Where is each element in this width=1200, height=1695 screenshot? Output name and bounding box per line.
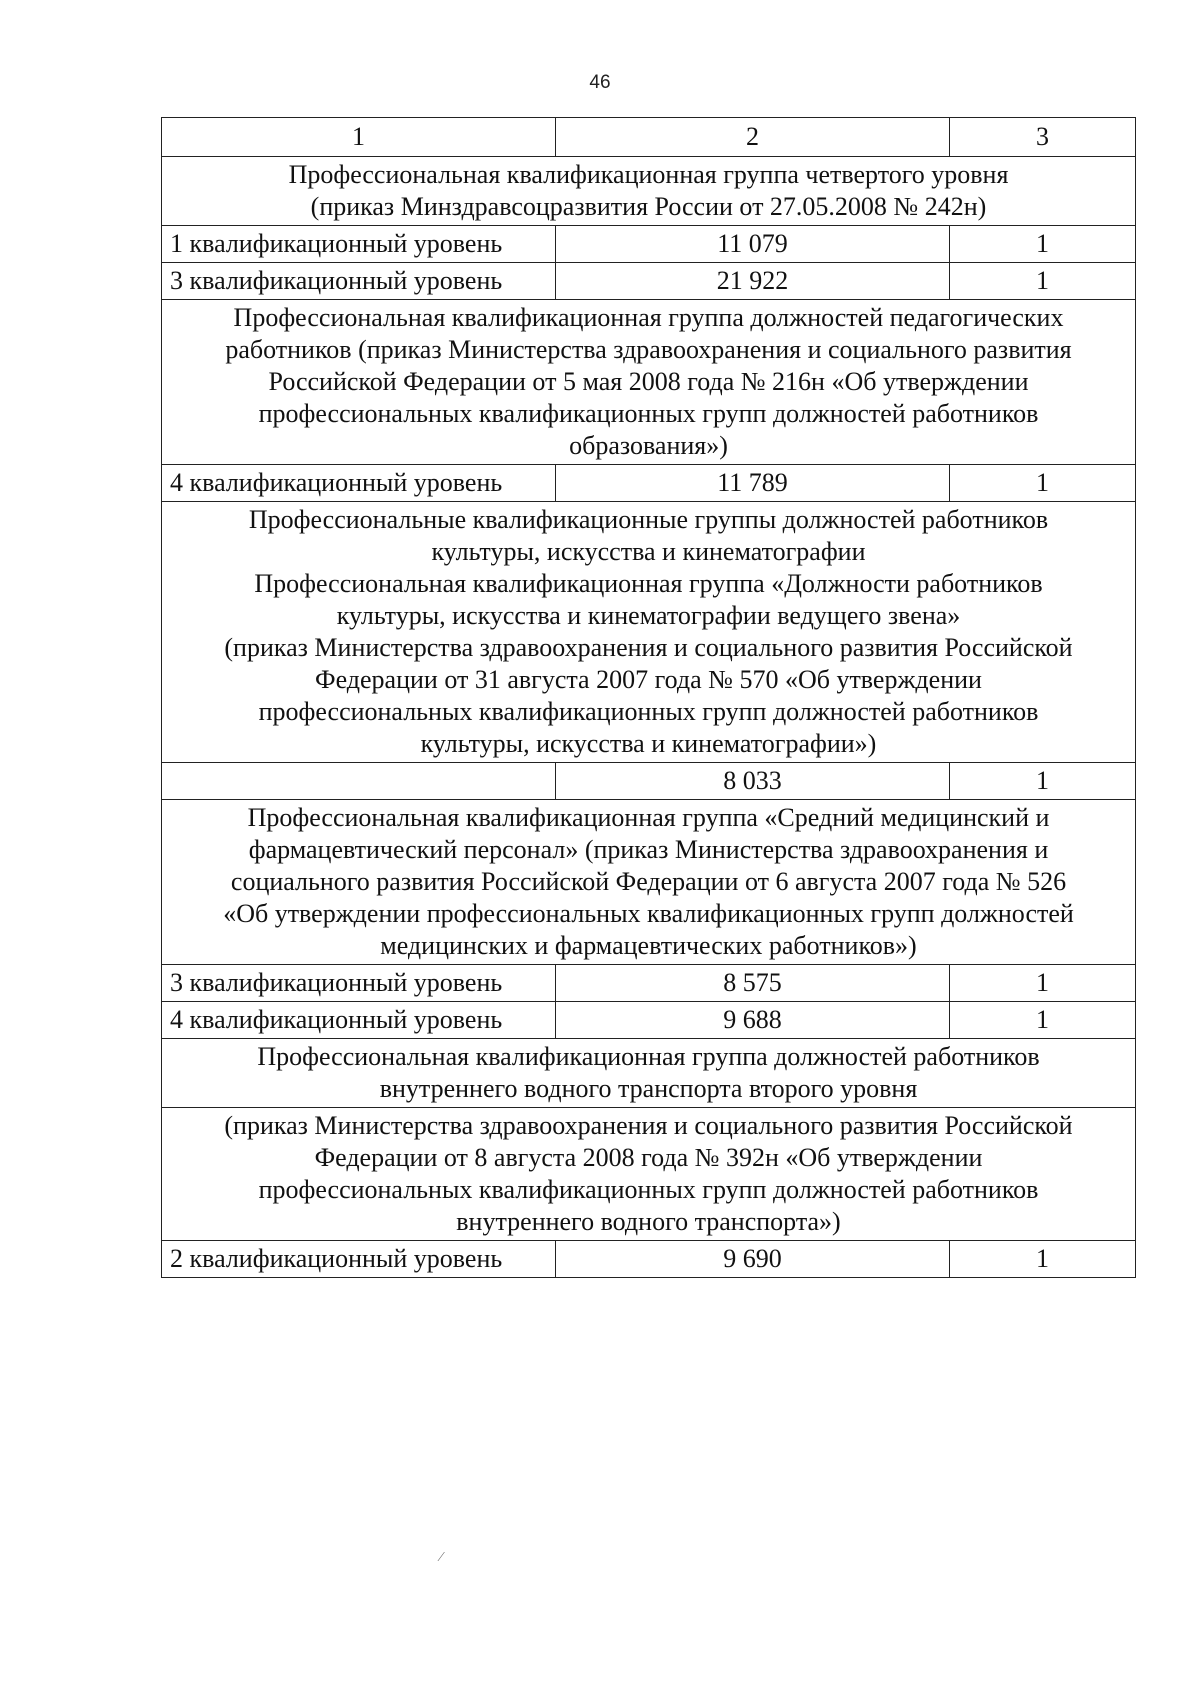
amount-cell: 8 033 — [556, 763, 950, 800]
group-title-line: «Об утверждении профессиональных квалификационных групп должностей — [223, 899, 1074, 928]
group-title-line: Федерации от 31 августа 2007 года № 570 «Об утверждении — [315, 665, 982, 694]
group-title-line: (приказ Министерства здравоохранения и социального развития Российской — [224, 1111, 1073, 1140]
level-cell: 4 квалификационный уровень — [162, 1002, 556, 1039]
group-title-line: культуры, искусства и кинематографии — [431, 537, 866, 566]
coefficient-cell: 1 — [950, 465, 1136, 502]
group-title-line: культуры, искусства и кинематографии») — [420, 729, 877, 758]
table-row — [162, 1241, 1136, 1278]
salary-table — [161, 117, 1136, 1278]
group-title-line: фармацевтический персонал» (приказ Министерства здравоохранения и — [248, 835, 1049, 864]
level-cell: 3 квалификационный уровень — [162, 263, 556, 300]
group-title-line: внутреннего водного транспорта второго уровня — [379, 1074, 918, 1103]
header-col-1: 1 — [162, 118, 556, 157]
amount-cell: 9 688 — [556, 1002, 950, 1039]
group-title-line: внутреннего водного транспорта») — [456, 1207, 841, 1236]
coefficient-cell: 1 — [950, 763, 1136, 800]
group-title-line: культуры, искусства и кинематографии ведущего звена» — [336, 601, 961, 630]
level-cell: 3 квалификационный уровень — [162, 965, 556, 1002]
group-title — [162, 1108, 1136, 1241]
level-cell: 4 квалификационный уровень — [162, 465, 556, 502]
group-title-line: Профессиональные квалификационные группы должностей работников — [248, 505, 1049, 534]
group-title-line: Российской Федерации от 5 мая 2008 года № 216н «Об утверждении — [268, 367, 1029, 396]
amount-cell: 9 690 — [556, 1241, 950, 1278]
coefficient-cell: 1 — [950, 263, 1136, 300]
group-title-line: Профессиональная квалификационная группа должностей педагогических — [233, 303, 1064, 332]
coefficient-cell: 1 — [950, 226, 1136, 263]
header-col-3: 3 — [950, 118, 1136, 157]
header-col-2: 2 — [556, 118, 950, 157]
level-cell: 1 квалификационный уровень — [162, 226, 556, 263]
group-title-line: социального развития Российской Федерации от 6 августа 2007 года № 526 — [230, 867, 1067, 896]
group-title-line: (приказ Минздравсоцразвития России от 27.05.2008 № 242н) — [310, 192, 987, 221]
amount-cell: 11 079 — [556, 226, 950, 263]
group-title — [162, 800, 1136, 965]
group-row — [162, 502, 1136, 763]
table-row — [162, 226, 1136, 263]
table-row — [162, 465, 1136, 502]
group-title-line: Профессиональная квалификационная группа «Средний медицинский и — [247, 803, 1050, 832]
group-title-line: Профессиональная квалификационная группа должностей работников — [257, 1042, 1040, 1071]
group-row — [162, 1108, 1136, 1241]
group-row — [162, 1039, 1136, 1108]
amount-cell: 8 575 — [556, 965, 950, 1002]
group-title-line: Профессиональная квалификационная группа «Должности работников — [254, 569, 1043, 598]
amount-cell: 21 922 — [556, 263, 950, 300]
group-title — [162, 300, 1136, 465]
table-body — [162, 118, 1136, 1278]
level-cell: 2 квалификационный уровень — [162, 1241, 556, 1278]
group-title-line: Федерации от 8 августа 2008 года № 392н «Об утверждении — [314, 1143, 983, 1172]
scan-mark: ⁄ — [440, 1550, 443, 1565]
group-title — [162, 1039, 1136, 1108]
group-title-line: Профессиональная квалификационная группа четвертого уровня — [288, 160, 1009, 189]
coefficient-cell: 1 — [950, 1002, 1136, 1039]
table-row — [162, 263, 1136, 300]
group-title-line: медицинских и фармацевтических работников») — [380, 931, 917, 960]
group-row — [162, 800, 1136, 965]
header-row — [162, 118, 1136, 157]
group-title-line: (приказ Министерства здравоохранения и социального развития Российской — [224, 633, 1073, 662]
group-row — [162, 300, 1136, 465]
page-number: 46 — [589, 72, 611, 93]
group-title-line: профессиональных квалификационных групп должностей работников — [258, 697, 1039, 726]
group-title-line: профессиональных квалификационных групп должностей работников — [258, 399, 1039, 428]
amount-cell: 11 789 — [556, 465, 950, 502]
group-title-line: образования») — [569, 431, 728, 460]
group-title — [162, 157, 1136, 226]
coefficient-cell: 1 — [950, 965, 1136, 1002]
table-row — [162, 763, 1136, 800]
coefficient-cell: 1 — [950, 1241, 1136, 1278]
table-row — [162, 965, 1136, 1002]
table-row — [162, 1002, 1136, 1039]
group-title — [162, 502, 1136, 763]
group-title-line: работников (приказ Министерства здравоохранения и социального развития — [225, 335, 1072, 364]
level-cell — [162, 763, 556, 800]
group-row — [162, 157, 1136, 226]
group-title-line: профессиональных квалификационных групп должностей работников — [258, 1175, 1039, 1204]
